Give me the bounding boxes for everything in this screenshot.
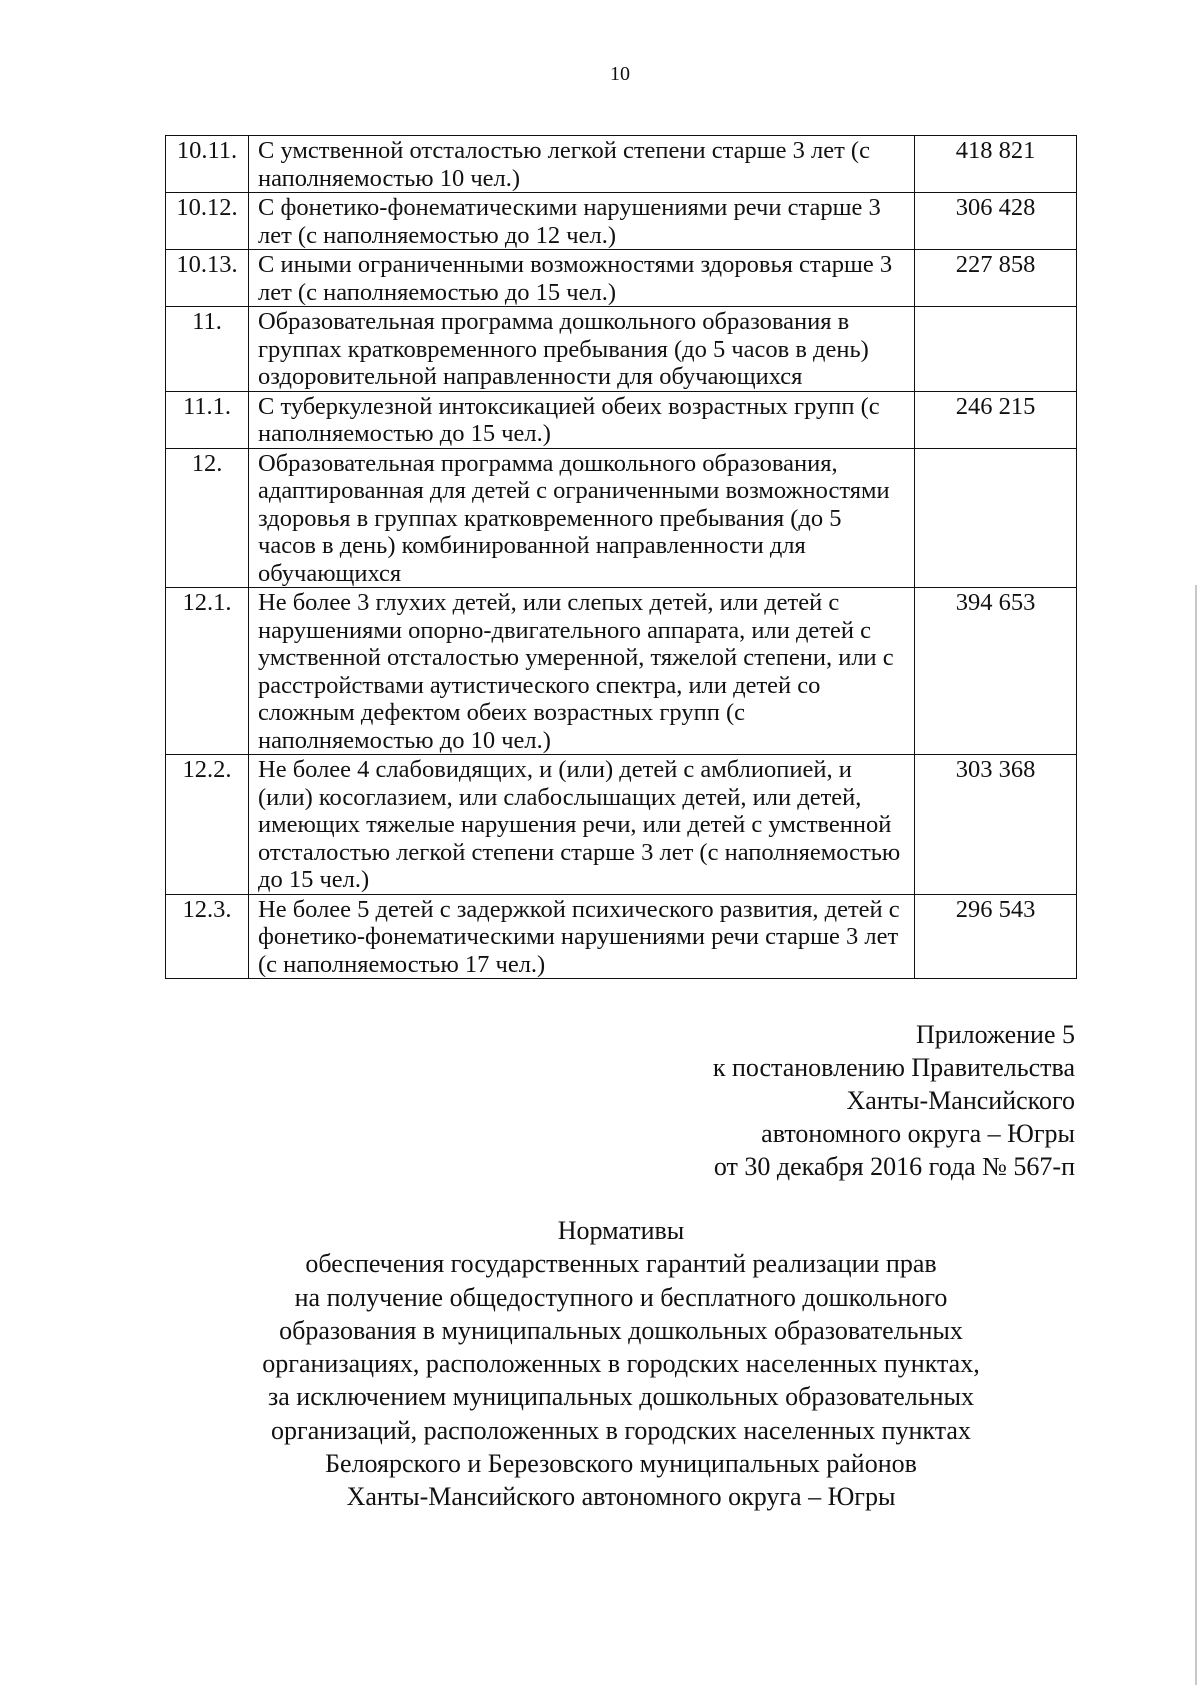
appendix-line: к постановлению Правительства [712,1053,1075,1082]
row-value: 418 821 [915,136,1077,193]
row-description: С умственной отсталостью легкой степени старше 3 лет (с наполняемостью 10 чел.) [249,136,915,193]
row-description: Не более 5 детей с задержкой психического развития, детей с фонетико-фонематическими нарушениями речи старше 3 лет (с наполняемостью 17 чел.) [249,894,915,979]
row-value: 227 858 [915,250,1077,307]
title-line: организаций, расположенных в городских населенных пунктах [271,1415,971,1445]
row-number: 10.13. [166,250,249,307]
title-line: образования в муниципальных дошкольных образовательных [279,1315,963,1345]
table-row [166,391,1077,448]
row-value: 246 215 [915,391,1077,448]
row-value: 296 543 [915,894,1077,979]
row-number: 10.12. [166,193,249,250]
page-number: 10 [610,63,630,85]
row-number: 11.1. [166,391,249,448]
scan-edge-line [1195,585,1197,1685]
row-description: Образовательная программа дошкольного образования, адаптированная для детей с ограниченными возможностями здоровья в группах кратковременного пребывания (до 5 часов в день) комбинированной направленности для обучающихся [249,448,915,588]
appendix-line: Ханты-Мансийского [846,1086,1075,1115]
row-value [915,448,1077,588]
row-description: С иными ограниченными возможностями здоровья старше 3 лет (с наполняемостью до 15 чел.) [249,250,915,307]
title-line: организациях, расположенных в городских населенных пунктах, [262,1349,980,1379]
row-description: Образовательная программа дошкольного образования в группах кратковременного пребывания (до 5 часов в день) оздоровительной направленности для обучающихся [249,307,915,392]
table-row [166,193,1077,250]
title-line: Ханты-Мансийского автономного округа – Югры [346,1482,896,1512]
row-description: С туберкулезной интоксикацией обеих возрастных групп (с наполняемостью до 15 чел.) [249,391,915,448]
title-line: за исключением муниципальных дошкольных образовательных [268,1382,974,1412]
row-value: 306 428 [915,193,1077,250]
table-row [166,894,1077,979]
row-description: Не более 3 глухих детей, или слепых детей, или детей с нарушениями опорно-двигательного аппарата, или детей с умственной отсталостью умеренной, тяжелой степени, или с расстройствами аутистического спектра, или детей со сложным дефектом обеих возрастных групп (с наполняемостью до 10 чел.) [249,588,915,755]
row-number: 12.2. [166,755,249,895]
row-value: 394 653 [915,588,1077,755]
row-description: С фонетико-фонематическими нарушениями речи старше 3 лет (с наполняемостью до 12 чел.) [249,193,915,250]
row-number: 10.11. [166,136,249,193]
table-row [166,307,1077,392]
table-row [166,755,1077,895]
table-row [166,250,1077,307]
row-value: 303 368 [915,755,1077,895]
document-title [215,1214,1027,1514]
table-row [166,588,1077,755]
appendix-line: автономного округа – Югры [761,1119,1075,1148]
row-number: 12.3. [166,894,249,979]
table-row [166,136,1077,193]
row-number: 12.1. [166,588,249,755]
appendix-line: от 30 декабря 2016 года № 567-п [713,1152,1075,1181]
norms-table [165,135,1077,979]
row-description: Не более 4 слабовидящих, и (или) детей с амблиопией, и (или) косоглазием, или слабослышащих детей, или детей, имеющих тяжелые нарушения речи, или детей с умственной отсталостью легкой степени старше 3 лет (с наполняемостью до 15 чел.) [249,755,915,895]
title-line: обеспечения государственных гарантий реализации прав [305,1249,937,1279]
row-number: 12. [166,448,249,588]
title-line: Белоярского и Березовского муниципальных районов [325,1449,917,1479]
row-value [915,307,1077,392]
appendix-block [713,1018,1075,1183]
appendix-line: Приложение 5 [915,1020,1075,1049]
title-heading: Нормативы [557,1216,685,1245]
title-line: на получение общедоступного и бесплатного дошкольного [294,1282,948,1312]
row-number: 11. [166,307,249,392]
table-row [166,448,1077,588]
